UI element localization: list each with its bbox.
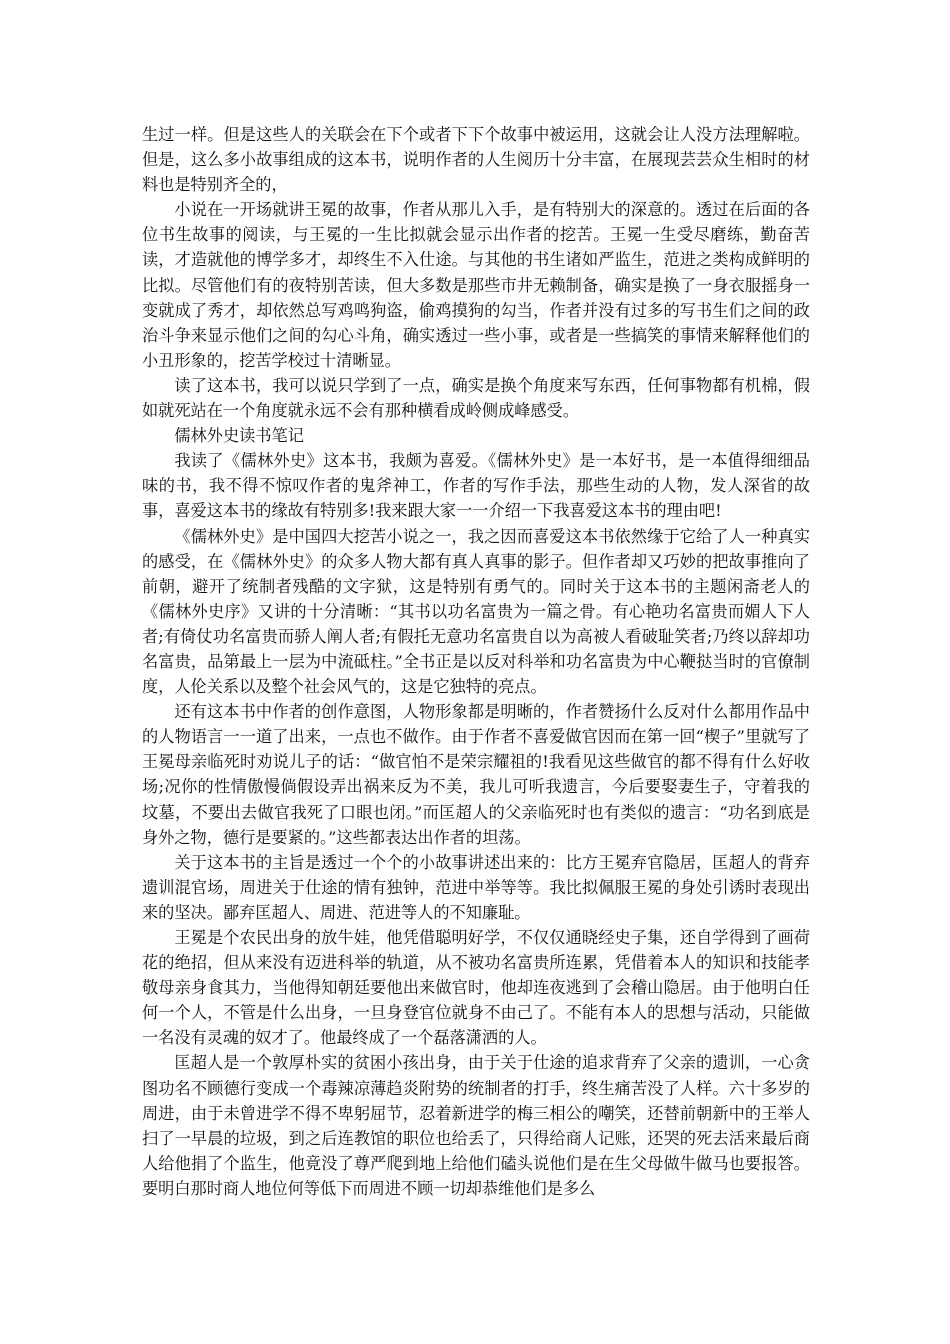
paragraph-3: 读了这本书，我可以说只学到了一点，确实是换个角度来写东西，任何事物都有机棉，假如就死站在一个角度就永远不会有那种横看成岭侧成峰感受。 (142, 375, 810, 421)
paragraph-6: 《儒林外史》是中国四大挖苦小说之一，我之因而喜爱这本书依然缘于它给了人一种真实的感受，在《儒林外史》的众多人物大都有真人真事的影子。但作者却又巧妙的把故事推向了前朝，避开了统制者残酷的文字狱，这是特别有勇气的。同时关于这本书的主题闲斋老人的《儒林外史序》又讲的十分清晰：“其书以功名富贵为一篇之骨。有心艳功名富贵而媚人下人者;有倚仗功名富贵而骄人阐人者;有假托无意功名富贵自以为高被人看破耻笑者;乃终以辞却功名富贵，品第最上一层为中流砥柱。”全书正是以反对科举和功名富贵为中心鞭挞当时的官僚制度，人伦关系以及整个社会风气的，这是它独特的亮点。 (142, 526, 810, 697)
paragraph-9: 王冕是个农民出身的放牛娃，他凭借聪明好学，不仅仅通晓经史子集，还自学得到了画荷花的绝招，但从来没有迈进科举的轨道，从不被功名富贵所连累，凭借着本人的知识和技能孝敬母亲身食其力，当他得知朝廷要他出来做官时，他却连夜逃到了会稽山隐居。由于他明白任何一个人，不管是什么出身，一旦身登官位就身不由己了。不能有本人的思想与活动，只能做一名没有灵魂的奴才了。他最终成了一个磊落潇洒的人。 (142, 928, 810, 1048)
section-title: 儒林外史读书笔记 (174, 426, 304, 446)
paragraph-2: 小说在一开场就讲王冕的故事，作者从那儿入手，是有特别大的深意的。透过在后面的各位书生故事的阅读，与王冕的一生比拟就会显示出作者的挖苦。王冕一生受尽磨练，勤奋苦读，才造就他的博学多才，却终生不入仕途。与其他的书生诸如严监生，范进之类构成鲜明的比拟。尽管他们有的夜特别苦读，但大多数是那些市井无赖制备，确实是换了一身衣服摇身一变就成了秀才，却依然总写鸡鸣狗盗，偷鸡摸狗的勾当，作者并没有过多的写书生们之间的政治斗争来显示他们之间的勾心斗角，确实透过一些小事，或者是一些搞笑的事情来解释他们的小丑形象的，挖苦学校过十清晰显。 (142, 200, 810, 370)
paragraph-10: 匡超人是一个敦厚朴实的贫困小孩出身，由于关于仕途的追求背弃了父亲的遗训，一心贪图功名不顾德行变成一个毒辣凉薄趋炎附势的统制者的打手，终生痛苦没了人样。六十多岁的周进，由于未曾进学不得不卑躬屈节，忍着新进学的梅三相公的嘲笑，还替前朝新中的王举人扫了一早晨的垃圾，到之后连教馆的职位也给丢了，只得给商人记账，还哭的死去活来最后商人给他捐了个监生，他竟没了尊严爬到地上给他们磕头说他们是在生父母做牛做马也要报答。要明白那时商人地位何等低下而周进不顾一切却恭维他们是多么 (142, 1053, 810, 1198)
paragraph-1: 生过一样。但是这些人的关联会在下个或者下下个故事中被运用，这就会让人没方法理解啦。但是，这么多小故事组成的这本书，说明作者的人生阅历十分丰富，在展现芸芸众生相时的材料也是特别齐全的， (142, 125, 810, 195)
document-body (142, 122, 810, 1201)
paragraph-7: 还有这本书中作者的创作意图，人物形象都是明晰的，作者赞扬什么反对什么都用作品中的人物语言一一道了出来，一点也不做作。由于作者不喜爱做官因而在第一回“楔子”里就写了王冕母亲临死时劝说儿子的话：“做官怕不是荣宗耀祖的!我看见这些做官的都不得有什么好收场;况你的性情傲慢倘假设弄出祸来反为不美，我儿可听我遗言，今后要娶妻生子，守着我的坟墓，不要出去做官我死了口眼也闭。”而匡超人的父亲临死时也有类似的遗言：“功名到底是身外之物，德行是要紧的。”这些都表达出作者的坦荡。 (142, 702, 810, 847)
paragraph-5: 我读了《儒林外史》这本书，我颇为喜爱。《儒林外史》是一本好书，是一本值得细细品味的书，我不得不惊叹作者的鬼斧神工，作者的写作手法，那些生动的人物，发人深省的故事，喜爱这本书的缘故有特别多!我来跟大家一一介绍一下我喜爱这本书的理由吧! (142, 451, 810, 521)
paragraph-8: 关于这本书的主旨是透过一个个的小故事讲述出来的：比方王冕弃官隐居，匡超人的背弃遗训混官场，周进关于仕途的情有独钟，范进中举等等。我比拟佩服王冕的身处引诱时表现出来的坚决。鄙弃匡超人、周进、范进等人的不知廉耻。 (142, 852, 810, 922)
